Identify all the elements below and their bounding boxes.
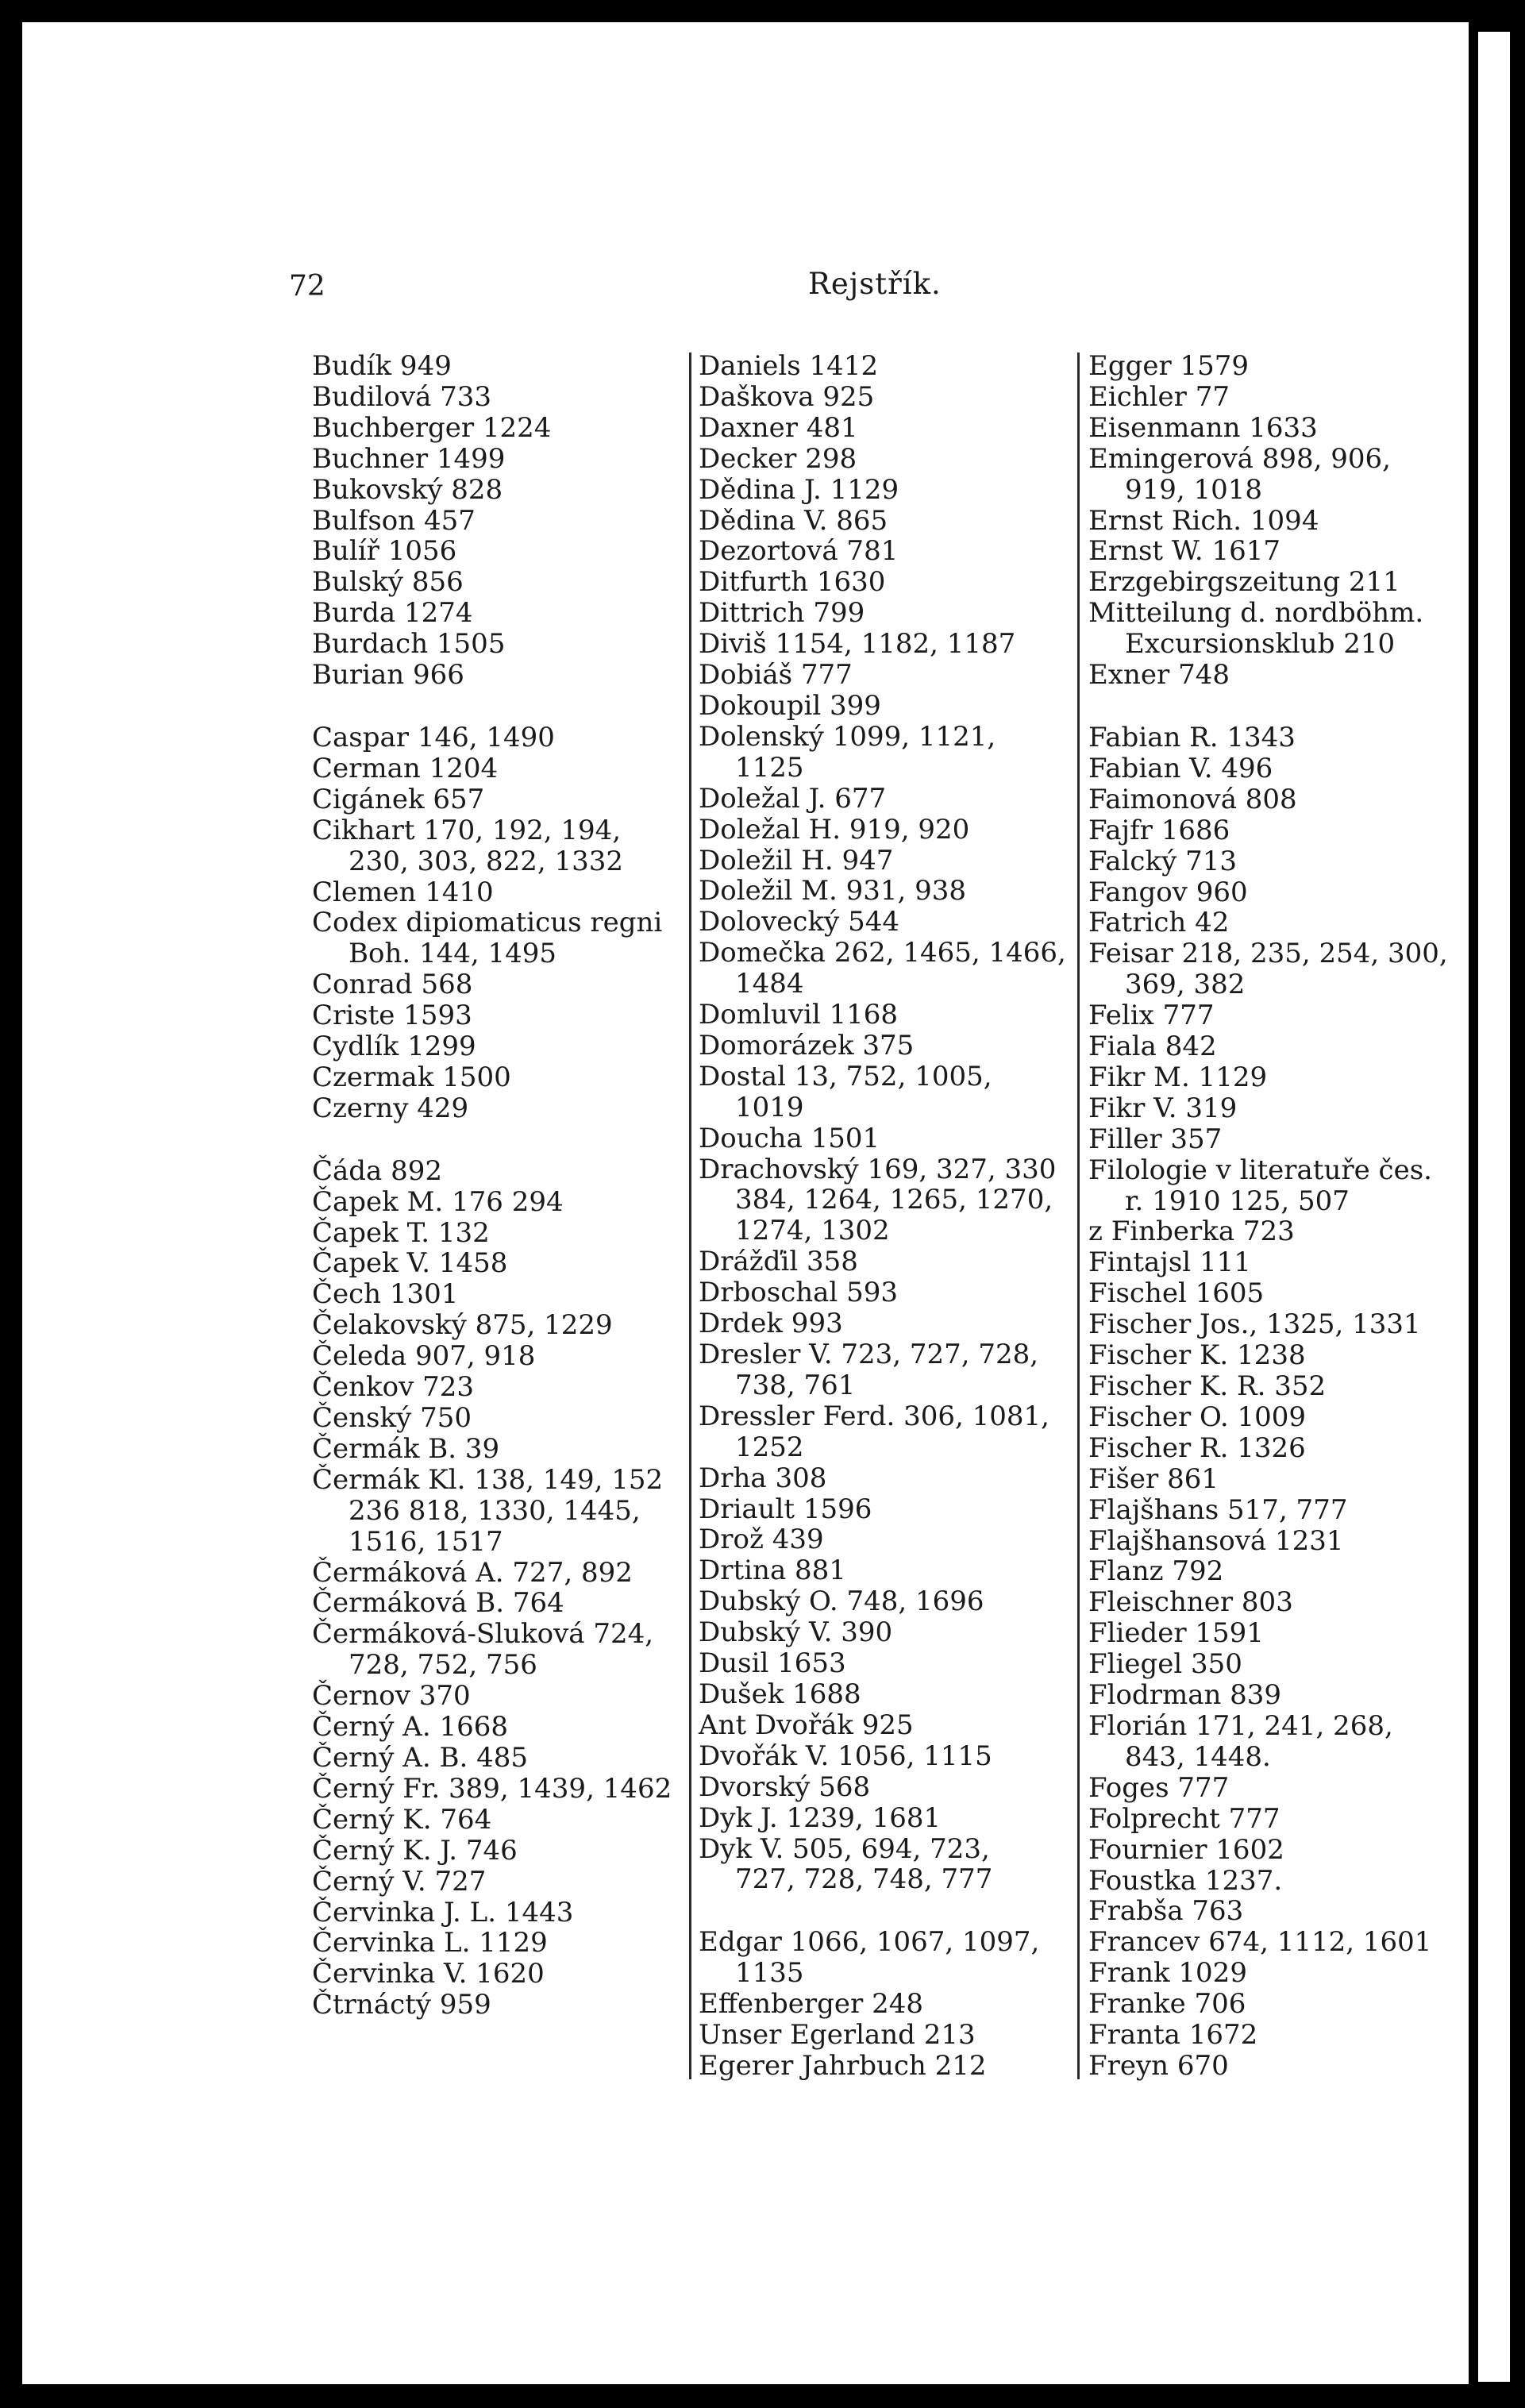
index-entry-continuation: Excursionsklub 210 — [1125, 628, 1396, 661]
index-entry: Fikr M. 1129 — [1088, 1061, 1268, 1093]
index-entry: Unser Egerland 213 — [699, 2019, 976, 2052]
index-entry: Ant Dvořák 925 — [699, 1709, 914, 1741]
index-entry: Mitteilung d. nordböhm. — [1088, 597, 1424, 630]
index-entry: Burian 966 — [312, 659, 464, 692]
index-entry: Daxner 481 — [699, 411, 858, 444]
index-entry: Czerny 429 — [312, 1092, 469, 1124]
index-entry: Flieder 1591 — [1088, 1617, 1264, 1650]
index-entry: Dubský O. 748, 1696 — [699, 1585, 984, 1618]
index-entry: Dolenský 1099, 1121, — [699, 720, 996, 753]
index-entry: Dressler Ferd. 306, 1081, — [699, 1400, 1049, 1432]
index-entry: Exner 748 — [1088, 659, 1230, 692]
index-entry: Dokoupil 399 — [699, 689, 881, 722]
index-entry: Fischel 1605 — [1088, 1277, 1265, 1310]
index-entry: Dyk J. 1239, 1681 — [699, 1801, 942, 1834]
index-entry-continuation: 727, 728, 748, 777 — [735, 1863, 993, 1896]
index-entry: Černov 370 — [312, 1680, 471, 1713]
index-entry: Bukovský 828 — [312, 473, 503, 506]
index-entry: Buchner 1499 — [312, 442, 506, 475]
index-entry: Flajšhansová 1231 — [1088, 1524, 1344, 1557]
index-entry: Folprecht 777 — [1088, 1802, 1280, 1835]
index-entry-continuation: Boh. 144, 1495 — [349, 938, 557, 970]
index-column-3 — [1088, 351, 1469, 2082]
index-entry: Červinka J. L. 1443 — [312, 1896, 574, 1928]
index-entry: Cerman 1204 — [312, 752, 499, 784]
index-entry: Daškova 925 — [699, 380, 875, 413]
index-entry: Černý A. 1668 — [312, 1711, 508, 1743]
index-entry: z Finberka 723 — [1088, 1216, 1295, 1248]
index-entry: Filologie v literatuře čes. — [1088, 1154, 1432, 1186]
index-entry: Eichler 77 — [1088, 380, 1230, 413]
index-entry: Erzgebirgszeitung 211 — [1088, 566, 1400, 599]
index-entry: Dezortová 781 — [699, 535, 899, 568]
index-entry: Fleischner 803 — [1088, 1586, 1293, 1619]
index-entry: Dittrich 799 — [699, 597, 865, 630]
index-entry: Bulský 856 — [312, 566, 464, 599]
index-entry-continuation: 230, 303, 822, 1332 — [349, 845, 624, 877]
index-entry: Fatrich 42 — [1088, 907, 1230, 939]
index-entry: Florián 171, 241, 268, — [1088, 1709, 1393, 1742]
index-entry-continuation: 384, 1264, 1265, 1270, — [735, 1184, 1053, 1216]
index-entry: Drachovský 169, 327, 330 — [699, 1153, 1057, 1185]
index-entry: Egerer Jahrbuch 212 — [699, 2049, 987, 2082]
index-entry: Dobiáš 777 — [699, 659, 853, 692]
index-entry: Flodrman 839 — [1088, 1679, 1282, 1712]
index-entry: Flajšhans 517, 777 — [1088, 1493, 1348, 1526]
index-entry: Černý Fr. 389, 1439, 1462 — [312, 1772, 672, 1805]
column-rule — [689, 353, 691, 2079]
section-gap — [1088, 691, 1469, 722]
index-entry: Fournier 1602 — [1088, 1833, 1284, 1866]
index-entry: Drážďil 358 — [699, 1246, 858, 1278]
index-entry: Čenkov 723 — [312, 1371, 475, 1404]
index-entry: Franke 706 — [1088, 1988, 1246, 2021]
index-entry: Čeleda 907, 918 — [312, 1340, 536, 1373]
index-entry: Caspar 146, 1490 — [312, 721, 555, 753]
index-entry: Diviš 1154, 1182, 1187 — [699, 628, 1016, 661]
index-entry: Čapek T. 132 — [312, 1216, 490, 1249]
index-entry: Bulfson 457 — [312, 504, 476, 537]
index-entry: Doucha 1501 — [699, 1122, 880, 1154]
index-entry: Doležil M. 931, 938 — [699, 875, 967, 907]
index-entry: Domečka 262, 1465, 1466, — [699, 937, 1066, 969]
index-entry: Doležal H. 919, 920 — [699, 813, 970, 846]
index-entry: Conrad 568 — [312, 969, 473, 1001]
index-entry: Freyn 670 — [1088, 2049, 1229, 2082]
index-entry: Fajfr 1686 — [1088, 814, 1230, 846]
index-entry: Eisenmann 1633 — [1088, 411, 1318, 444]
facing-page-edge — [1478, 32, 1510, 2382]
index-entry: Čermáková B. 764 — [312, 1587, 564, 1620]
index-entry: Dědina V. 865 — [699, 504, 888, 537]
index-entry: Dušek 1688 — [699, 1678, 861, 1710]
index-entry: Francev 674, 1112, 1601 — [1088, 1926, 1432, 1959]
index-entry-continuation: 369, 382 — [1125, 969, 1246, 1001]
running-head: Rejstřík. — [808, 267, 942, 301]
index-entry: Edgar 1066, 1067, 1097, — [699, 1926, 1040, 1959]
index-entry: Čermák B. 39 — [312, 1432, 500, 1465]
index-entry: Černý V. 727 — [312, 1865, 487, 1898]
index-entry: Fischer R. 1326 — [1088, 1431, 1306, 1464]
index-entry: Černý K. 764 — [312, 1803, 492, 1836]
index-entry: Decker 298 — [699, 442, 857, 475]
index-entry: Filler 357 — [1088, 1123, 1223, 1155]
index-entry: Čech 1301 — [312, 1278, 459, 1311]
index-entry: Feisar 218, 235, 254, 300, — [1088, 938, 1448, 970]
index-entry: Felix 777 — [1088, 1000, 1215, 1032]
index-entry: Dyk V. 505, 694, 723, — [699, 1832, 990, 1865]
index-entry: Egger 1579 — [1088, 350, 1250, 382]
index-entry: Čermák Kl. 138, 149, 152 — [312, 1463, 664, 1496]
section-gap — [699, 1895, 1076, 1927]
index-entry: Čermáková A. 727, 892 — [312, 1556, 633, 1589]
section-gap — [312, 691, 685, 722]
index-entry: Fangov 960 — [1088, 876, 1248, 908]
index-entry: Čapek V. 1458 — [312, 1247, 508, 1280]
book-page — [22, 22, 1469, 2384]
index-entry: Dubský V. 390 — [699, 1616, 893, 1649]
index-entry: Fischer O. 1009 — [1088, 1400, 1307, 1433]
index-entry: Criste 1593 — [312, 1000, 472, 1032]
index-entry: Burdach 1505 — [312, 628, 506, 661]
page-number: 72 — [289, 270, 325, 302]
index-entry: Frank 1029 — [1088, 1957, 1247, 1990]
index-entry: Čáda 892 — [312, 1154, 443, 1187]
index-entry: Cigánek 657 — [312, 783, 485, 815]
index-entry: Fiala 842 — [1088, 1031, 1217, 1063]
index-entry: Daniels 1412 — [699, 350, 879, 382]
index-entry: Dusil 1653 — [699, 1647, 846, 1680]
index-entry: Falcký 713 — [1088, 845, 1237, 877]
index-entry: Ernst Rich. 1094 — [1088, 504, 1319, 537]
index-entry-continuation: 728, 752, 756 — [349, 1649, 537, 1682]
index-entry-continuation: 1135 — [735, 1957, 804, 1990]
index-entry: Fišer 861 — [1088, 1462, 1219, 1495]
index-entry: Burda 1274 — [312, 597, 473, 630]
index-entry-continuation: 1019 — [735, 1091, 804, 1123]
index-entry: Drtina 881 — [699, 1555, 846, 1587]
index-entry: Frabša 763 — [1088, 1895, 1244, 1928]
index-entry-continuation: 1516, 1517 — [349, 1525, 503, 1558]
index-entry: Čelakovský 875, 1229 — [312, 1309, 613, 1342]
index-entry: Codex dipiomaticus regni — [312, 907, 663, 939]
index-entry: Cikhart 170, 192, 194, — [312, 814, 622, 846]
index-entry: Fischer Jos., 1325, 1331 — [1088, 1308, 1421, 1341]
index-entry: Cydlík 1299 — [312, 1031, 476, 1063]
index-entry: Fischer K. R. 352 — [1088, 1370, 1327, 1402]
index-entry: Černý K. J. 746 — [312, 1834, 518, 1867]
index-entry: Ernst W. 1617 — [1088, 535, 1281, 568]
index-entry: Budilová 733 — [312, 380, 492, 413]
index-entry: Červinka V. 1620 — [312, 1958, 545, 1990]
index-entry: Dvořák V. 1056, 1115 — [699, 1740, 992, 1772]
index-entry: Dolovecký 544 — [699, 906, 899, 938]
section-gap — [312, 1124, 685, 1156]
index-entry: Foustka 1237. — [1088, 1864, 1283, 1897]
index-entry: Faimonová 808 — [1088, 783, 1297, 815]
index-entry: Dresler V. 723, 727, 728, — [699, 1339, 1039, 1370]
index-entry: Bulíř 1056 — [312, 535, 457, 568]
index-entry: Fabian R. 1343 — [1088, 721, 1296, 753]
index-entry: Čenský 750 — [312, 1402, 472, 1434]
index-entry: Dostal 13, 752, 1005, — [699, 1060, 992, 1092]
index-entry: Fintajsl 111 — [1088, 1246, 1251, 1279]
index-entry: Flanz 792 — [1088, 1555, 1224, 1588]
index-entry: Drha 308 — [699, 1462, 827, 1494]
index-entry: Fabian V. 496 — [1088, 752, 1273, 784]
index-entry: Čtrnáctý 959 — [312, 1989, 491, 2021]
index-entry-continuation: 1274, 1302 — [735, 1215, 890, 1247]
index-entry: Czermak 1500 — [312, 1061, 511, 1093]
index-entry: Čapek M. 176 294 — [312, 1185, 564, 1218]
index-entry: Drboschal 593 — [699, 1277, 898, 1309]
index-entry-continuation: 236 818, 1330, 1445, — [349, 1494, 641, 1527]
index-column-1 — [312, 351, 685, 2021]
index-entry-continuation: 1125 — [735, 751, 804, 784]
index-entry: Drož 439 — [699, 1524, 824, 1556]
index-entry: Černý A. B. 485 — [312, 1741, 528, 1774]
column-rule — [1077, 353, 1080, 2079]
index-entry: Červinka L. 1129 — [312, 1927, 548, 1959]
index-entry: Doležil H. 947 — [699, 844, 894, 877]
index-entry: Emingerová 898, 906, — [1088, 442, 1391, 475]
index-entry: Drdek 993 — [699, 1308, 843, 1340]
index-column-2 — [699, 351, 1076, 2082]
index-entry: Ditfurth 1630 — [699, 566, 886, 599]
index-entry: Clemen 1410 — [312, 876, 494, 908]
index-entry: Dvorský 568 — [699, 1770, 871, 1803]
index-entry: Fikr V. 319 — [1088, 1092, 1238, 1124]
index-entry: Čermáková-Sluková 724, — [312, 1618, 654, 1651]
index-entry: Effenberger 248 — [699, 1988, 923, 2021]
index-entry-continuation: r. 1910 125, 507 — [1125, 1185, 1350, 1217]
index-entry: Fischer K. 1238 — [1088, 1339, 1306, 1372]
index-entry: Domluvil 1168 — [699, 999, 899, 1031]
index-entry: Fliegel 350 — [1088, 1648, 1242, 1681]
index-entry: Franta 1672 — [1088, 2019, 1258, 2052]
index-entry: Doležal J. 677 — [699, 782, 887, 815]
index-entry: Foges 777 — [1088, 1771, 1230, 1804]
index-entry: Budík 949 — [312, 350, 452, 382]
index-entry: Dědina J. 1129 — [699, 473, 899, 506]
index-entry-continuation: 738, 761 — [735, 1369, 856, 1401]
index-entry-continuation: 1484 — [735, 968, 804, 1000]
index-entry-continuation: 919, 1018 — [1125, 473, 1263, 506]
index-entry: Domorázek 375 — [699, 1029, 915, 1061]
index-entry-continuation: 1252 — [735, 1431, 804, 1463]
index-entry-continuation: 843, 1448. — [1125, 1740, 1271, 1773]
index-entry: Driault 1596 — [699, 1493, 872, 1525]
index-entry: Buchberger 1224 — [312, 411, 552, 444]
